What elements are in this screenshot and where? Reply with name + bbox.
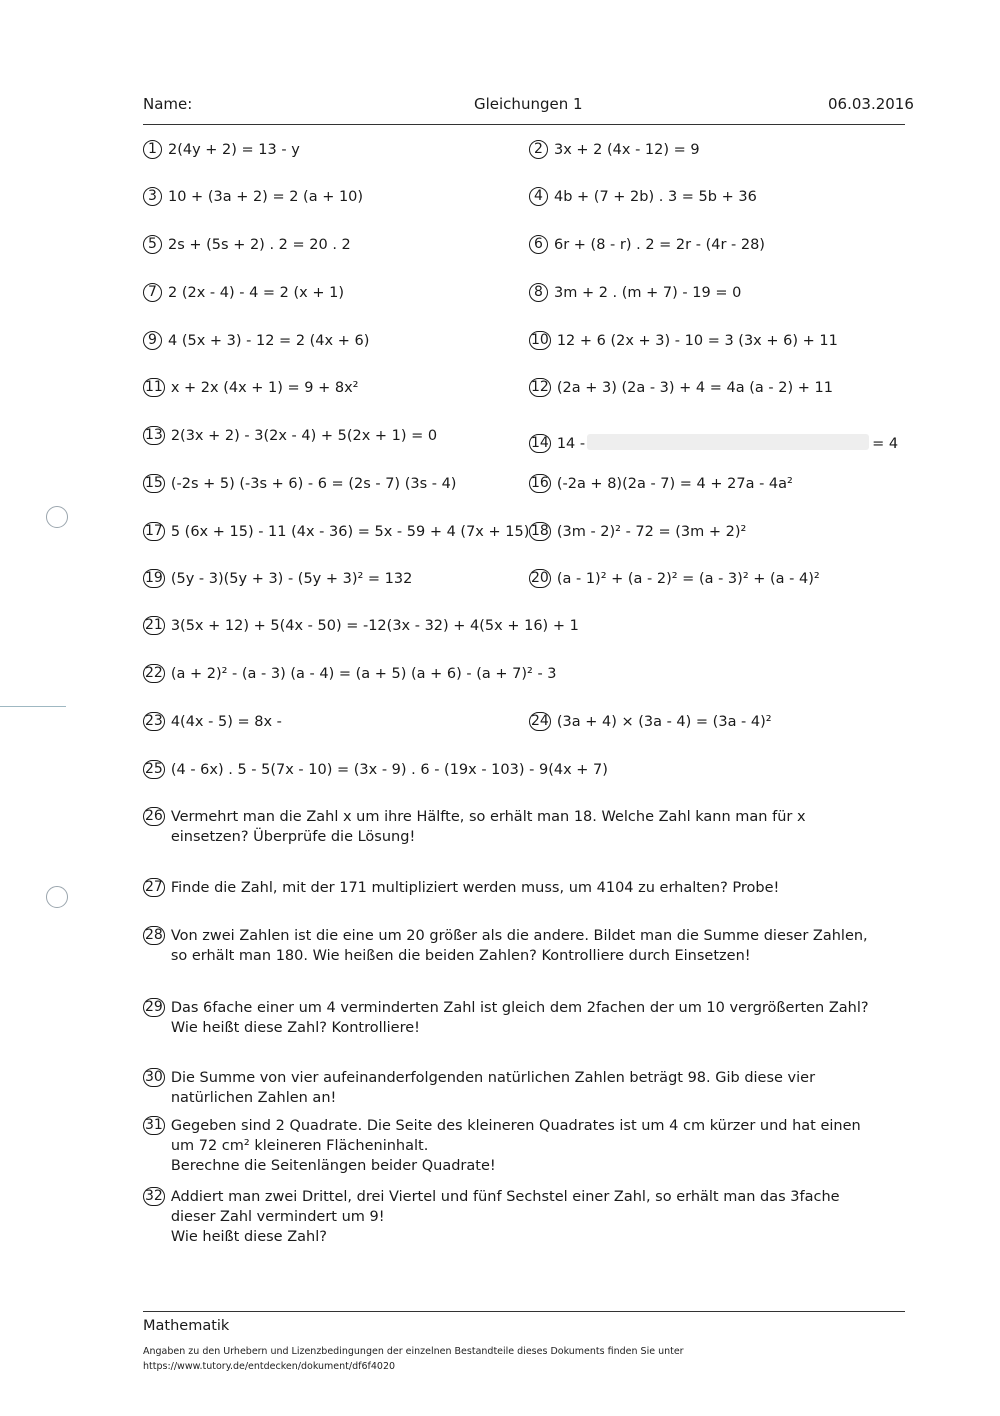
task-text: x + 2x (4x + 1) = 9 + 8x² (170, 380, 359, 396)
task-number: 13 (145, 427, 163, 443)
task-text-line2: Wie heißt diese Zahl? (170, 1229, 327, 1245)
task-text-after: = 4 (872, 436, 899, 452)
task-number: 30 (145, 1069, 163, 1085)
task-19 (143, 569, 412, 589)
task-text: Gegeben sind 2 Quadrate. Die Seite des kleineren Quadrates ist um 4 cm kürzer und hat einen um 72 cm² kleineren Flächeninhalt. (170, 1118, 861, 1154)
footer-attribution (143, 1344, 684, 1374)
task-31 (143, 1116, 873, 1176)
redacted-region (587, 434, 869, 450)
punch-hole-top (46, 506, 68, 528)
task-number: 4 (529, 187, 548, 206)
task-text: 10 + (3a + 2) = 2 (a + 10) (168, 189, 364, 205)
task-number: 6 (529, 235, 548, 254)
task-text: (4 - 6x) . 5 - 5(7x - 10) = (3x - 9) . 6 - (19x - 103) - 9(4x + 7) (170, 762, 608, 778)
task-text: 5 (6x + 15) - 11 (4x - 36) = 5x - 59 + 4 (7x + 15) (170, 524, 530, 540)
task-text: 3x + 2 (4x - 12) = 9 (554, 142, 700, 158)
footer-note-url[interactable]: https://www.tutory.de/entdecken/dokument/df6f4020 (143, 1361, 396, 1372)
footer-subject: Mathematik (143, 1318, 230, 1334)
task-23 (143, 712, 282, 732)
task-number: 8 (529, 283, 548, 302)
task-7 (143, 283, 344, 303)
task-text-before: 14 - (556, 436, 586, 452)
task-29 (143, 998, 883, 1038)
task-number: 1 (143, 140, 162, 159)
task-24 (529, 712, 772, 732)
task-text: 3(5x + 12) + 5(4x - 50) = -12(3x - 32) + 4(5x + 16) + 1 (170, 618, 579, 634)
task-number: 2 (529, 140, 548, 159)
task-30 (143, 1068, 883, 1108)
task-text: (-2s + 5) (-3s + 6) - 6 = (2s - 7) (3s - 4) (170, 476, 457, 492)
task-text: (a - 1)² + (a - 2)² = (a - 3)² + (a - 4)² (556, 571, 820, 587)
worksheet-title: Gleichungen 1 (474, 95, 583, 113)
task-27 (143, 878, 873, 898)
task-number: 31 (145, 1117, 163, 1133)
task-text: Finde die Zahl, mit der 171 multipliziert werden muss, um 4104 zu erhalten? Probe! (170, 880, 780, 896)
task-22 (143, 664, 557, 684)
task-number: 5 (143, 235, 162, 254)
header-rule (143, 124, 905, 125)
task-26 (143, 807, 873, 847)
task-9 (143, 331, 369, 351)
task-text: (5y - 3)(5y + 3) - (5y + 3)² = 132 (170, 571, 413, 587)
task-text: (3a + 4) × (3a - 4) = (3a - 4)² (556, 714, 772, 730)
task-1 (143, 140, 300, 160)
footer-rule (143, 1311, 905, 1312)
task-number: 28 (145, 927, 163, 943)
task-text: 6r + (8 - r) . 2 = 2r - (4r - 28) (554, 237, 765, 253)
task-12 (529, 378, 833, 398)
task-number: 14 (531, 435, 549, 451)
task-number: 20 (531, 570, 549, 586)
task-15 (143, 474, 456, 494)
task-text: 2(4y + 2) = 13 - y (168, 142, 300, 158)
task-number: 7 (143, 283, 162, 302)
task-11 (143, 378, 359, 398)
fold-mark (0, 706, 66, 707)
task-number: 23 (145, 713, 163, 729)
worksheet-date: 06.03.2016 (828, 95, 914, 113)
task-text-line2: Berechne die Seitenlängen beider Quadrate! (170, 1158, 496, 1174)
task-text: (2a + 3) (2a - 3) + 4 = 4a (a - 2) + 11 (556, 380, 833, 396)
task-number: 10 (531, 332, 549, 348)
task-number: 24 (531, 713, 549, 729)
task-text: 2(3x + 2) - 3(2x - 4) + 5(2x + 1) = 0 (170, 428, 438, 444)
task-number: 25 (145, 761, 163, 777)
task-text: Das 6fache einer um 4 verminderten Zahl ist gleich dem 2fachen der um 10 vergrößerten Zahl? Wie heißt diese Zahl? Kontrolliere! (170, 1000, 869, 1036)
task-4 (529, 187, 757, 207)
task-text: (-2a + 8)(2a - 7) = 4 + 27a - 4a² (556, 476, 793, 492)
task-13 (143, 426, 437, 446)
task-number: 18 (531, 523, 549, 539)
task-number: 21 (145, 617, 163, 633)
task-16 (529, 474, 793, 494)
task-6 (529, 235, 765, 255)
task-text: 2s + (5s + 2) . 2 = 20 . 2 (168, 237, 351, 253)
task-number: 11 (145, 379, 163, 395)
task-text: 3m + 2 . (m + 7) - 19 = 0 (554, 285, 742, 301)
task-text: 4(4x - 5) = 8x - (170, 714, 282, 730)
task-3 (143, 187, 363, 207)
task-14 (529, 434, 898, 454)
task-number: 32 (145, 1188, 163, 1204)
task-text: 12 + 6 (2x + 3) - 10 = 3 (3x + 6) + 11 (556, 333, 838, 349)
task-number: 9 (143, 331, 162, 350)
task-text: Von zwei Zahlen ist die eine um 20 größer als die andere. Bildet man die Summe dieser Zahlen, so erhält man 180. Wie heißen die beiden Zahlen? Kontrolliere durch Einsetzen! (170, 928, 868, 964)
task-number: 3 (143, 187, 162, 206)
task-text: Addiert man zwei Drittel, drei Viertel und fünf Sechstel einer Zahl, so erhält man das 3fache dieser Zahl vermindert um 9! (170, 1189, 840, 1225)
name-label: Name: (143, 95, 193, 113)
task-number: 16 (531, 475, 549, 491)
task-5 (143, 235, 351, 255)
task-text: Vermehrt man die Zahl x um ihre Hälfte, so erhält man 18. Welche Zahl kann man für x einsetzen? Überprüfe die Lösung! (170, 809, 806, 845)
task-number: 15 (145, 475, 163, 491)
task-number: 17 (145, 523, 163, 539)
task-number: 26 (145, 808, 163, 824)
task-text: 2 (2x - 4) - 4 = 2 (x + 1) (168, 285, 344, 301)
task-8 (529, 283, 741, 303)
task-number: 27 (145, 879, 163, 895)
task-text: 4 (5x + 3) - 12 = 2 (4x + 6) (168, 333, 370, 349)
task-20 (529, 569, 820, 589)
task-32 (143, 1187, 883, 1247)
task-25 (143, 760, 608, 780)
task-2 (529, 140, 700, 160)
task-number: 22 (145, 665, 163, 681)
task-number: 29 (145, 999, 163, 1015)
task-18 (529, 522, 746, 542)
task-17 (143, 522, 529, 542)
task-21 (143, 616, 579, 636)
punch-hole-bottom (46, 886, 68, 908)
task-28 (143, 926, 873, 966)
footer-note-line1: Angaben zu den Urhebern und Lizenzbedingungen der einzelnen Bestandteile dieses Dokuments finden Sie unter (143, 1346, 684, 1357)
task-number: 12 (531, 379, 549, 395)
task-text: (3m - 2)² - 72 = (3m + 2)² (556, 524, 747, 540)
task-10 (529, 331, 838, 351)
task-text: 4b + (7 + 2b) . 3 = 5b + 36 (554, 189, 757, 205)
task-text: (a + 2)² - (a - 3) (a - 4) = (a + 5) (a + 6) - (a + 7)² - 3 (170, 666, 557, 682)
task-number: 19 (145, 570, 163, 586)
task-text: Die Summe von vier aufeinanderfolgenden natürlichen Zahlen beträgt 98. Gib diese vier natürlichen Zahlen an! (170, 1070, 816, 1106)
